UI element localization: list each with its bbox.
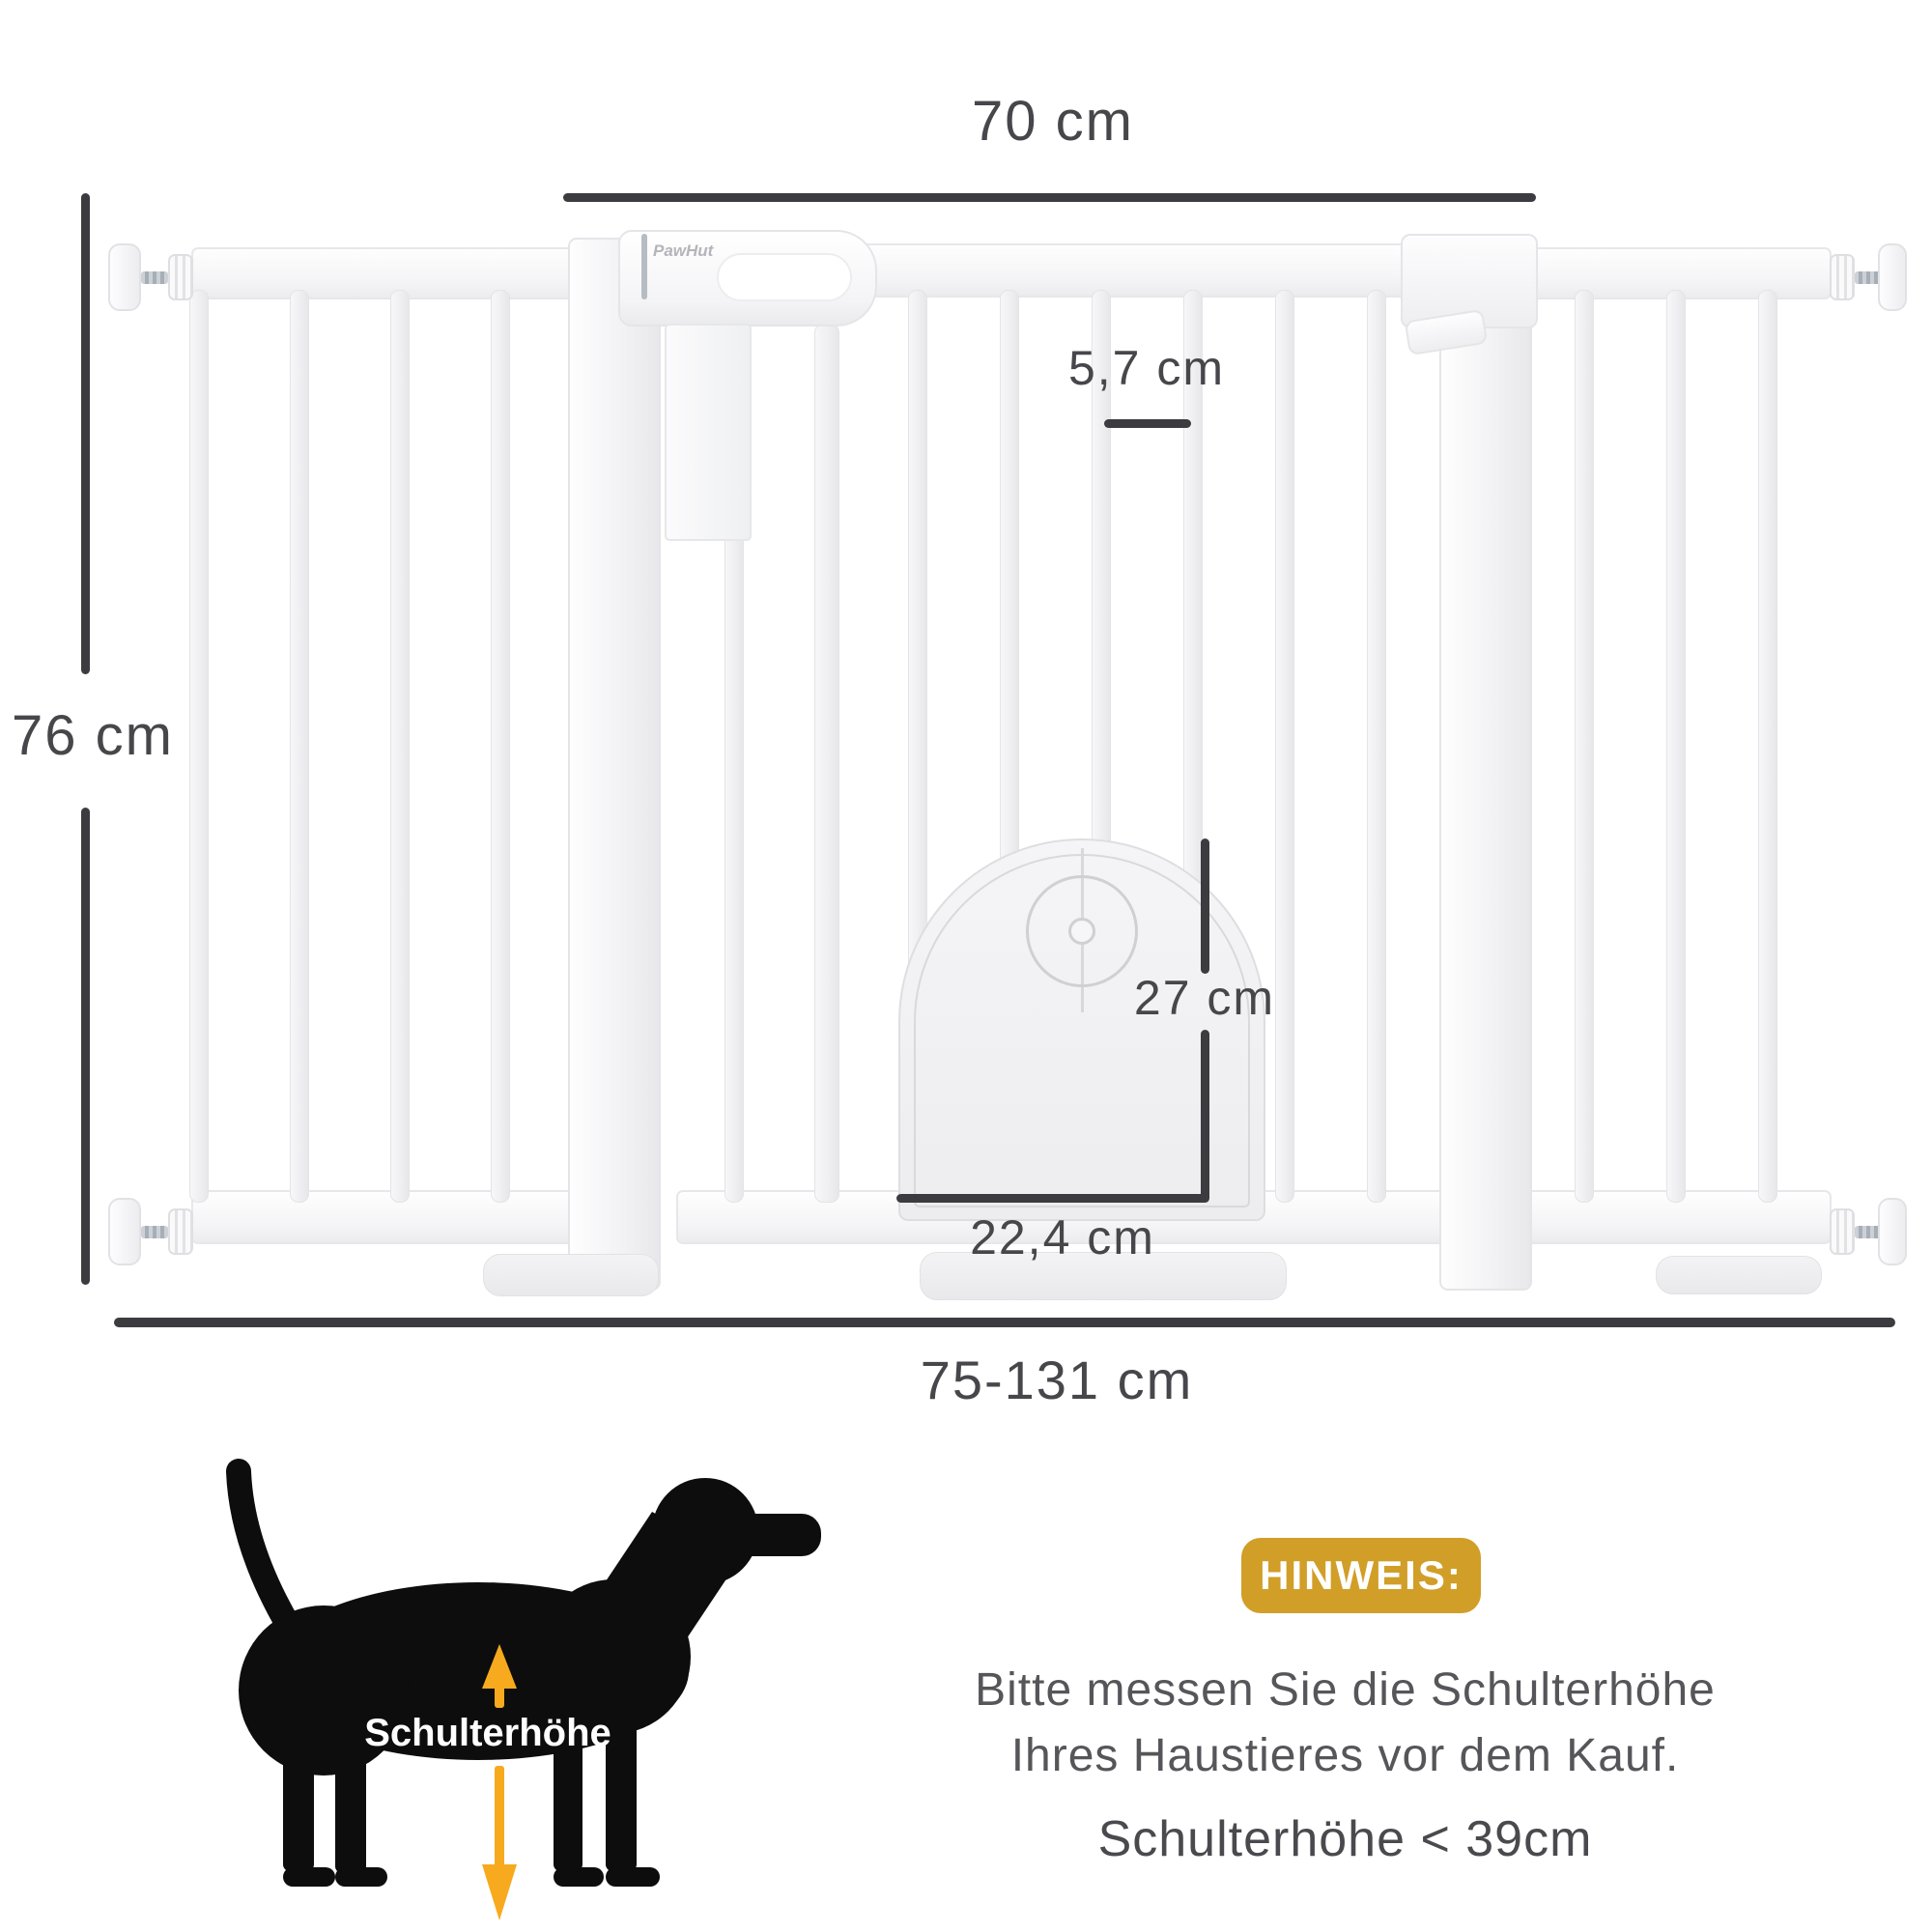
adjuster-knob-top-right <box>1830 254 1855 300</box>
right-pressure-post <box>1439 238 1532 1291</box>
brand-logo: PawHut <box>653 242 714 260</box>
right-extension-bottom-rail <box>1488 1190 1832 1244</box>
gate-bar <box>814 324 839 1203</box>
screw-bottom-left <box>141 1226 168 1238</box>
latch-lock-slider <box>665 324 752 541</box>
gate-bar <box>1367 290 1386 1203</box>
gate-bar <box>1666 290 1686 1203</box>
dim-line-height-upper <box>81 193 90 674</box>
dim-label-petdoor-height: 27 cm <box>1133 971 1276 1025</box>
gate-bar <box>1275 290 1294 1203</box>
floor-pad-left <box>483 1254 659 1296</box>
right-extension-top-rail <box>1488 247 1832 299</box>
adjuster-knob-bottom-left <box>168 1208 193 1255</box>
gate-bar <box>290 290 309 1203</box>
left-pressure-post <box>568 238 661 1291</box>
dim-label-bar-spacing: 5,7 cm <box>1067 341 1226 395</box>
gate-bar <box>1575 290 1594 1203</box>
handle-grip-cutout <box>717 253 852 301</box>
adjuster-knob-top-left <box>168 254 193 300</box>
gate-bar <box>390 290 410 1203</box>
hinweis-badge: HINWEIS: <box>1241 1538 1481 1613</box>
dog-tail <box>239 1471 290 1628</box>
pet-door-lock-knob <box>1068 918 1095 945</box>
dim-label-door-width: 70 cm <box>972 90 1134 153</box>
gate-bar <box>189 290 209 1203</box>
wall-cap-top-right <box>1878 243 1907 311</box>
wall-cap-bottom-right <box>1878 1198 1907 1265</box>
dim-label-total-width: 75-131 cm <box>920 1350 1194 1410</box>
left-extension-top-rail <box>191 247 626 299</box>
dim-line-total-width <box>114 1318 1895 1327</box>
note-line-3: Schulterhöhe < 39cm <box>1097 1811 1593 1867</box>
arrow-up-shaft <box>495 1685 504 1708</box>
dim-line-bar-spacing <box>1104 419 1191 428</box>
dim-line-petdoor-width <box>896 1194 1209 1203</box>
note-line-2: Ihres Haustieres vor dem Kauf. <box>1010 1730 1680 1781</box>
dim-line-petdoor-height-upper <box>1201 838 1209 974</box>
arrow-down-icon <box>482 1864 517 1920</box>
screw-top-left <box>141 271 168 284</box>
dim-line-petdoor-height-lower <box>1201 1030 1209 1202</box>
wall-cap-bottom-left <box>108 1198 141 1265</box>
gate-bar <box>1758 290 1777 1203</box>
gate-bar <box>491 290 510 1203</box>
dim-line-door-width <box>563 193 1536 202</box>
latch-pin <box>641 234 647 299</box>
arrow-up-icon <box>482 1644 517 1689</box>
left-extension-bottom-rail <box>191 1190 626 1244</box>
shoulder-height-label: Schulterhöhe <box>364 1712 611 1754</box>
arrow-down-shaft <box>495 1766 504 1866</box>
note-line-1: Bitte messen Sie die Schulterhöhe <box>975 1664 1716 1716</box>
dim-line-height-lower <box>81 808 90 1285</box>
floor-pad-right <box>1656 1256 1822 1294</box>
wall-cap-top-left <box>108 243 141 311</box>
dim-label-petdoor-width: 22,4 cm <box>970 1210 1155 1264</box>
adjuster-knob-bottom-right <box>1830 1208 1855 1255</box>
dim-label-gate-height: 76 cm <box>12 704 174 767</box>
